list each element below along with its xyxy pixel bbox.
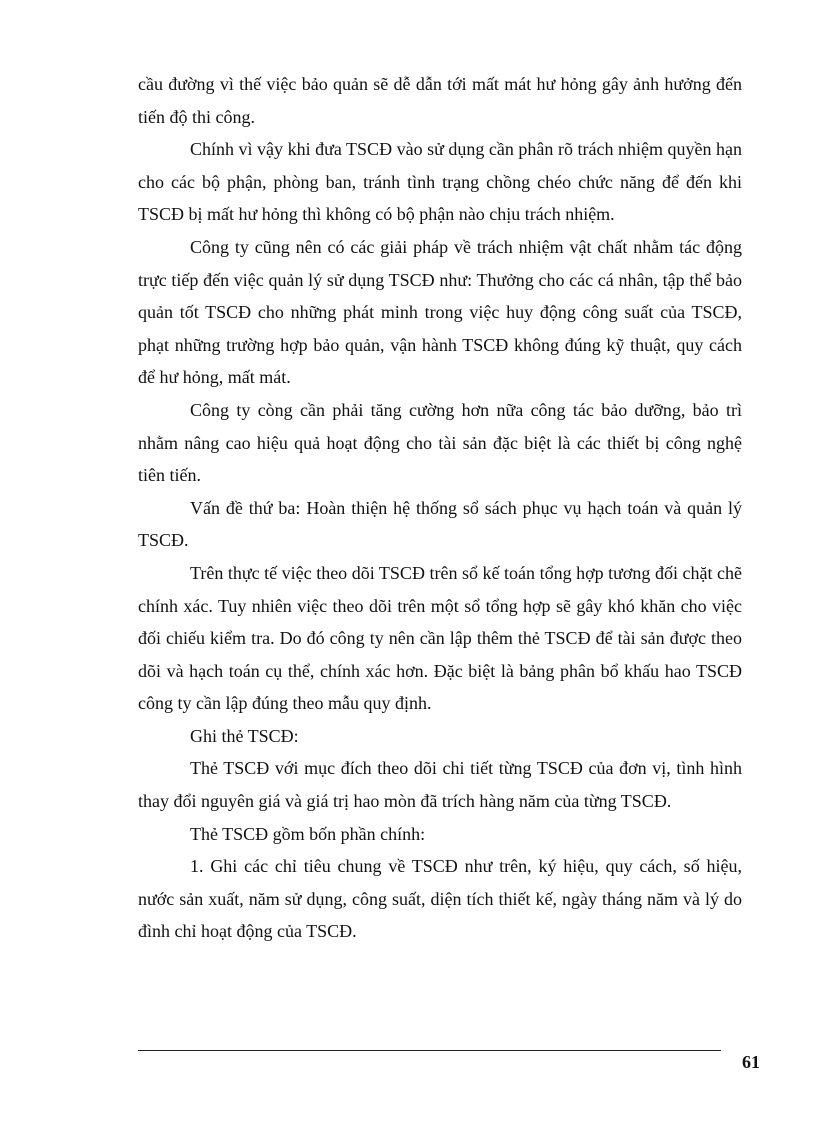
paragraph-ledger-tracking: Trên thực tế việc theo dõi TSCĐ trên sổ kế toán tổng hợp tương đối chặt chẽ chính xác. Tuy nhiên việc theo dõi trên một sổ tổng hợp sẽ gây khó khăn cho việc đối chiếu kiểm tra. Do đó công ty nên cần lập thêm thẻ TSCĐ để tài sản được theo dõi và hạch toán cụ thể, chính xác hơn. Đặc biệt là bảng phân bổ khấu hao TSCĐ công ty cần lập đúng theo mẫu quy định. <box>138 562 742 714</box>
paragraph-card-purpose: Thẻ TSCĐ với mục đích theo dõi chi tiết từng TSCĐ của đơn vị, tình hình thay đổi nguyên giá và giá trị hao mòn đã trích hàng năm của từng TSCĐ. <box>138 758 742 812</box>
page-body <box>138 68 742 948</box>
paragraph-issue-three-heading: Vấn đề thứ ba: Hoàn thiện hệ thống sổ sách phục vụ hạch toán và quản lý TSCĐ. <box>138 497 742 551</box>
paragraph-material-incentives: Công ty cũng nên có các giải pháp về trách nhiệm vật chất nhằm tác động trực tiếp đến việc quản lý sử dụng TSCĐ như: Thưởng cho các cá nhân, tập thể bảo quản tốt TSCĐ cho những phát minh trong việc huy động công suất của TSCĐ, phạt những trường hợp bảo quản, vận hành TSCĐ không đúng kỹ thuật, quy cách để hư hỏng, mất mát. <box>138 236 742 388</box>
paragraph-continuation: cầu đường vì thế việc bảo quản sẽ dễ dẫn tới mất mát hư hỏng gây ảnh hưởng đến tiến độ thi công. <box>138 74 742 127</box>
paragraph-card-parts: Thẻ TSCĐ gồm bốn phần chính: <box>190 823 426 844</box>
paragraph-maintenance: Công ty còng cần phải tăng cường hơn nữa công tác bảo dưỡng, bảo trì nhằm nâng cao hiệu quả hoạt động cho tài sản đặc biệt là các thiết bị công nghệ tiên tiến. <box>138 399 742 486</box>
footer-divider <box>138 1050 721 1051</box>
paragraph-card-heading: Ghi thẻ TSCĐ: <box>190 725 299 746</box>
page-number: 61 <box>742 1052 760 1072</box>
paragraph-card-part-one: 1. Ghi các chỉ tiêu chung về TSCĐ như trên, ký hiệu, quy cách, số hiệu, nước sản xuất, năm sử dụng, công suất, diện tích thiết kế, ngày tháng năm và lý do đình chỉ hoạt động của TSCĐ. <box>138 856 742 942</box>
paragraph-responsibility: Chính vì vậy khi đưa TSCĐ vào sử dụng cần phân rõ trách nhiệm quyền hạn cho các bộ phận, phòng ban, tránh tình trạng chồng chéo chức năng để đến khi TSCĐ bị mất hư hỏng thì không có bộ phận nào chịu trách nhiệm. <box>138 139 742 225</box>
